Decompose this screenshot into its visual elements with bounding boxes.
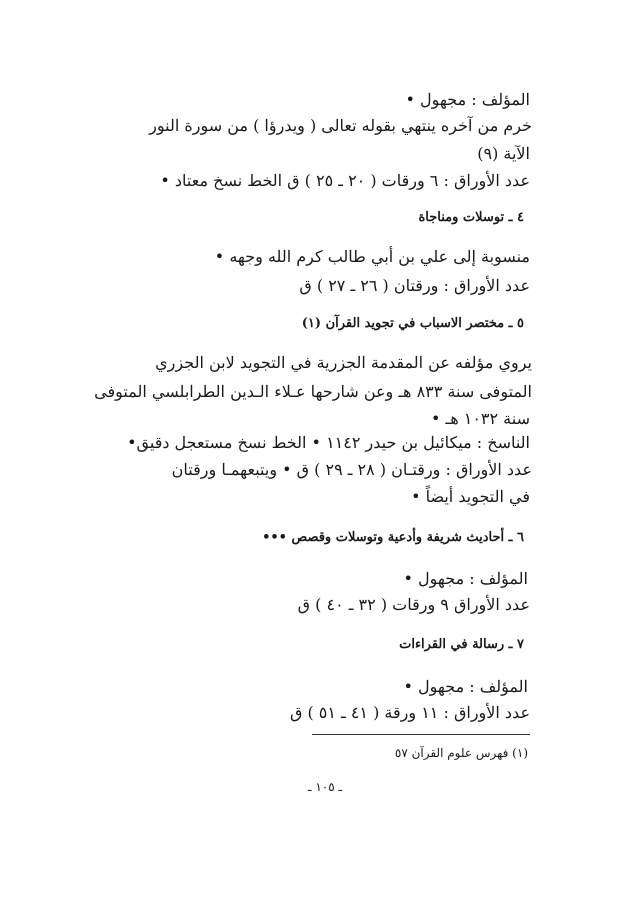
text-line: عدد الأوراق : ١١ ورقة ( ٤١ ـ ٥١ ) ق	[289, 703, 530, 722]
text-line: عدد الأوراق : ورقتـان ( ٢٨ ـ ٢٩ ) ق • ويتبعهمـا ورقتان	[171, 460, 532, 479]
footnote-rule	[312, 734, 530, 735]
section-heading: ٥ ـ مختصر الاسباب في تجويد القرآن (١)	[301, 316, 524, 331]
text-line: عدد الأوراق ٩ ورقات ( ٣٢ ـ ٤٠ ) ق	[297, 595, 530, 614]
section-heading: ٦ ـ أحاديث شريفة وأدعية وتوسلات وقصص •••	[262, 530, 524, 545]
text-line: خرم من آخره ينتهي بقوله تعالى ( ويدرؤا ) من سورة النور	[149, 116, 532, 135]
section-heading: ٤ ـ توسلات ومناجاة	[418, 210, 524, 225]
text-line: المؤلف : مجهول •	[403, 569, 528, 588]
text-line: الآية (٩)	[477, 144, 530, 163]
text-line: المؤلف : مجهول •	[405, 90, 530, 109]
text-line: عدد الأوراق : ورقتان ( ٢٦ ـ ٢٧ ) ق	[299, 276, 530, 295]
text-line: عدد الأوراق : ٦ ورقات ( ٢٠ ـ ٢٥ ) ق الخط نسخ معتاد •	[160, 171, 530, 190]
page-number: ـ ١٠٥ ـ	[307, 780, 342, 794]
text-line: الناسخ : ميكائيل بن حيدر ١١٤٢ • الخط نسخ مستعجل دقيق•	[127, 433, 530, 452]
text-line: سنة ١٠٣٢ هـ •	[430, 409, 530, 428]
text-line: يروي مؤلفه عن المقدمة الجزرية في التجويد لابن الجزري	[155, 353, 532, 372]
text-line: المتوفى سنة ٨٣٣ هـ وعن شارحها عـلاء الـدين الطرابلسي المتوفى	[94, 382, 532, 401]
text-line: في التجويد أيضاً •	[411, 487, 530, 506]
text-line: المؤلف : مجهول •	[403, 677, 528, 696]
footnote: (١) فهرس علوم القرآن ٥٧	[394, 746, 528, 760]
text-line: منسوبة إلى علي بن أبي طالب كرم الله وجهه •	[214, 247, 530, 266]
section-heading: ٧ ـ رسالة في القراءات	[399, 637, 524, 652]
